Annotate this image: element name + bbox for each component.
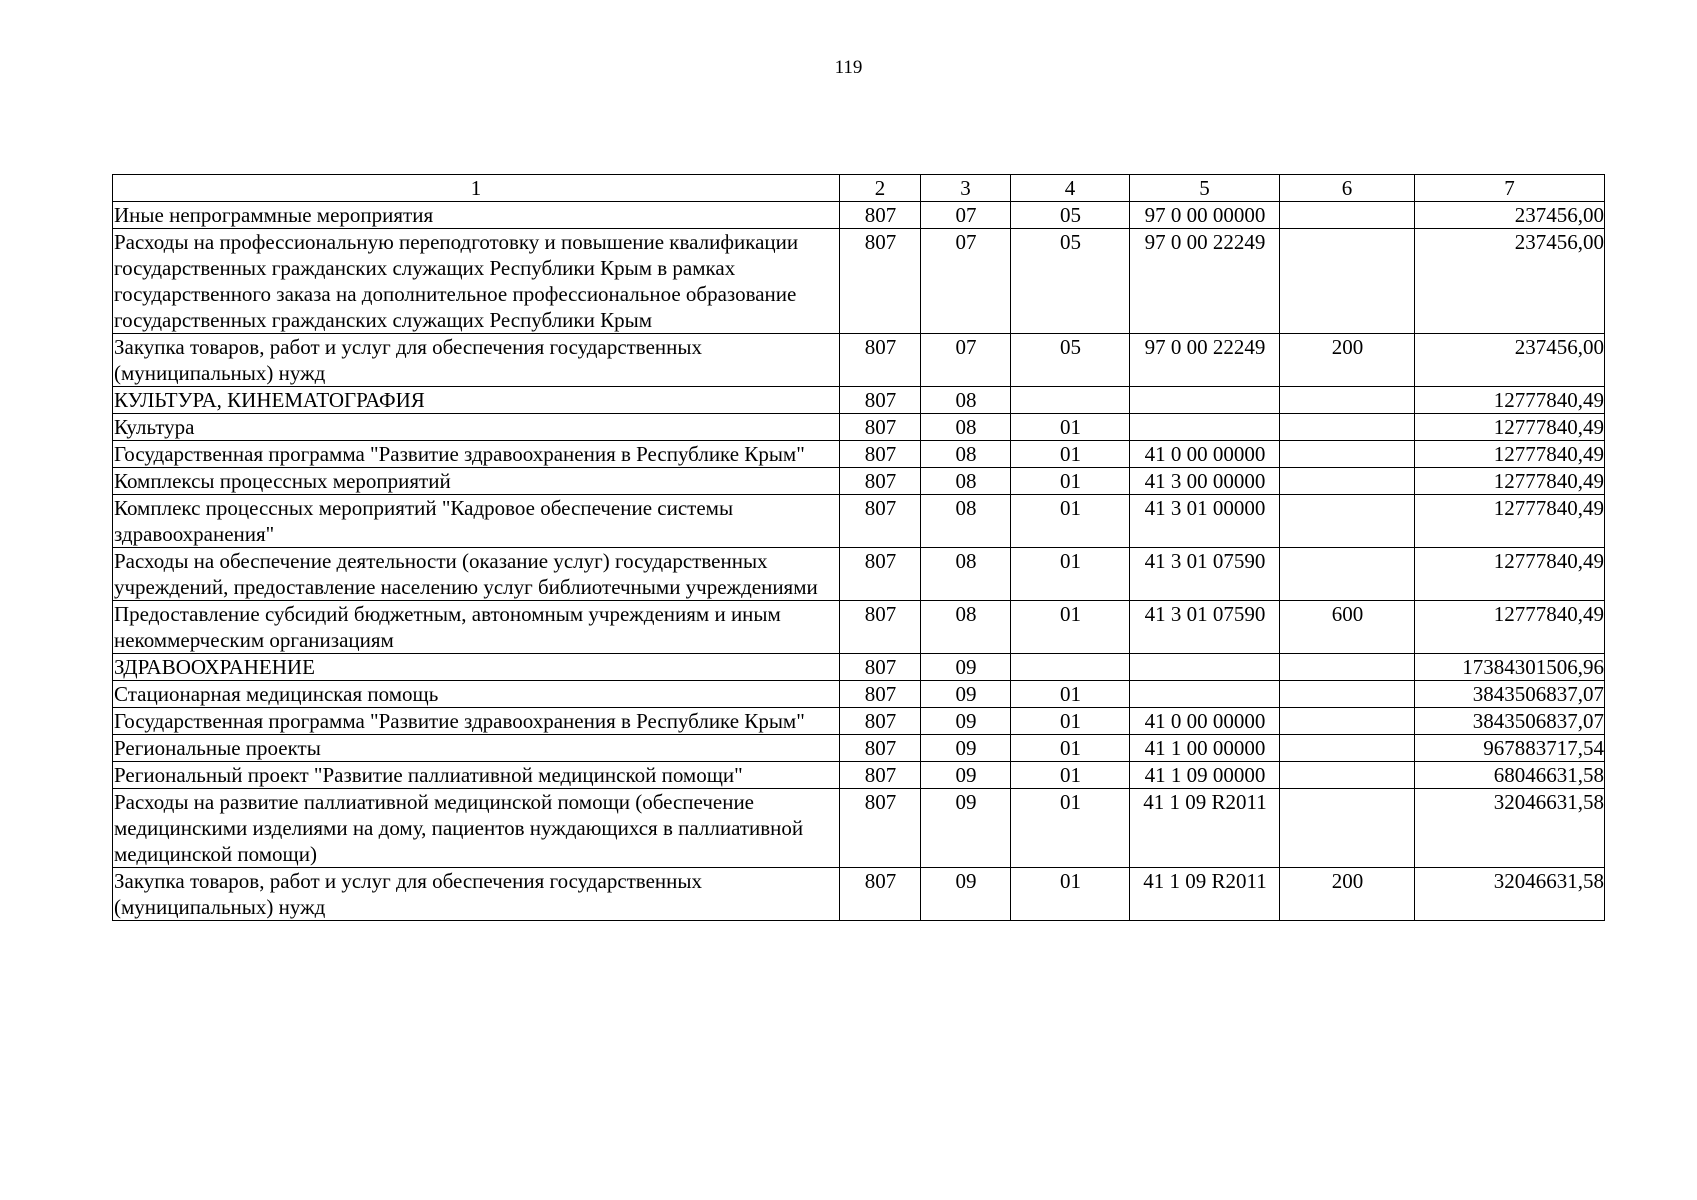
amount-cell: 3843506837,07 [1415,708,1605,735]
row-name-cell: Закупка товаров, работ и услуг для обеспечения государственных (муниципальных) нужд [113,334,840,387]
expense-type-cell [1280,468,1415,495]
admin-code-cell: 807 [840,229,921,334]
target-article-cell: 41 1 09 R2011 [1130,868,1280,921]
column-header: 5 [1130,175,1280,202]
amount-cell: 12777840,49 [1415,387,1605,414]
target-article-cell: 97 0 00 22249 [1130,334,1280,387]
expense-type-cell: 200 [1280,334,1415,387]
expense-type-cell [1280,708,1415,735]
target-article-cell: 41 1 00 00000 [1130,735,1280,762]
subsection-cell: 05 [1011,334,1130,387]
amount-cell: 237456,00 [1415,202,1605,229]
section-cell: 09 [921,762,1011,789]
expense-type-cell [1280,414,1415,441]
row-name-cell: Расходы на развитие паллиативной медицинской помощи (обеспечение медицинскими изделиями на дому, пациентов нуждающихся в паллиативной медицинской помощи) [113,789,840,868]
table-row [113,654,1605,681]
subsection-cell: 01 [1011,708,1130,735]
row-name-cell: ЗДРАВООХРАНЕНИЕ [113,654,840,681]
page-number: 119 [834,57,863,78]
table-row [113,334,1605,387]
target-article-cell [1130,681,1280,708]
subsection-cell: 01 [1011,789,1130,868]
table-body [113,202,1605,921]
admin-code-cell: 807 [840,495,921,548]
row-name-cell: Предоставление субсидий бюджетным, автономным учреждениям и иным некоммерческим организациям [113,601,840,654]
row-name-cell: Стационарная медицинская помощь [113,681,840,708]
admin-code-cell: 807 [840,334,921,387]
admin-code-cell: 807 [840,387,921,414]
subsection-cell: 01 [1011,414,1130,441]
amount-cell: 12777840,49 [1415,601,1605,654]
target-article-cell: 97 0 00 22249 [1130,229,1280,334]
row-name-cell: Закупка товаров, работ и услуг для обеспечения государственных (муниципальных) нужд [113,868,840,921]
row-name-cell: Иные непрограммные мероприятия [113,202,840,229]
amount-cell: 17384301506,96 [1415,654,1605,681]
expense-type-cell [1280,441,1415,468]
expense-type-cell: 200 [1280,868,1415,921]
table-row [113,229,1605,334]
row-name-cell: Государственная программа "Развитие здравоохранения в Республике Крым" [113,441,840,468]
target-article-cell: 41 0 00 00000 [1130,441,1280,468]
subsection-cell: 05 [1011,202,1130,229]
amount-cell: 68046631,58 [1415,762,1605,789]
admin-code-cell: 807 [840,789,921,868]
row-name-cell: Культура [113,414,840,441]
section-cell: 08 [921,468,1011,495]
expense-type-cell [1280,229,1415,334]
table-row [113,868,1605,921]
expense-type-cell [1280,548,1415,601]
admin-code-cell: 807 [840,681,921,708]
subsection-cell: 01 [1011,548,1130,601]
admin-code-cell: 807 [840,762,921,789]
admin-code-cell: 807 [840,548,921,601]
section-cell: 09 [921,789,1011,868]
row-name-cell: Государственная программа "Развитие здравоохранения в Республике Крым" [113,708,840,735]
column-header: 6 [1280,175,1415,202]
section-cell: 08 [921,601,1011,654]
expense-type-cell [1280,762,1415,789]
table-row [113,789,1605,868]
section-cell: 09 [921,654,1011,681]
row-name-cell: Расходы на обеспечение деятельности (оказание услуг) государственных учреждений, предоставление населению услуг библиотечными учреждениями [113,548,840,601]
table-row [113,762,1605,789]
row-name-cell: КУЛЬТУРА, КИНЕМАТОГРАФИЯ [113,387,840,414]
table-row [113,414,1605,441]
subsection-cell [1011,654,1130,681]
target-article-cell [1130,654,1280,681]
target-article-cell: 41 1 09 00000 [1130,762,1280,789]
column-header: 1 [113,175,840,202]
target-article-cell: 97 0 00 00000 [1130,202,1280,229]
target-article-cell [1130,414,1280,441]
column-header: 4 [1011,175,1130,202]
section-cell: 08 [921,387,1011,414]
amount-cell: 12777840,49 [1415,495,1605,548]
target-article-cell: 41 0 00 00000 [1130,708,1280,735]
table-row [113,601,1605,654]
row-name-cell: Комплексы процессных мероприятий [113,468,840,495]
table-row [113,708,1605,735]
amount-cell: 12777840,49 [1415,548,1605,601]
section-cell: 09 [921,681,1011,708]
amount-cell: 32046631,58 [1415,868,1605,921]
section-cell: 09 [921,708,1011,735]
column-header: 2 [840,175,921,202]
amount-cell: 237456,00 [1415,229,1605,334]
expense-type-cell [1280,654,1415,681]
expense-type-cell [1280,495,1415,548]
amount-cell: 12777840,49 [1415,468,1605,495]
subsection-cell: 01 [1011,468,1130,495]
row-name-cell: Региональные проекты [113,735,840,762]
admin-code-cell: 807 [840,868,921,921]
target-article-cell: 41 3 00 00000 [1130,468,1280,495]
expense-type-cell [1280,681,1415,708]
amount-cell: 12777840,49 [1415,414,1605,441]
section-cell: 08 [921,548,1011,601]
amount-cell: 237456,00 [1415,334,1605,387]
target-article-cell [1130,387,1280,414]
subsection-cell: 01 [1011,868,1130,921]
section-cell: 08 [921,441,1011,468]
section-cell: 09 [921,735,1011,762]
subsection-cell [1011,387,1130,414]
table-row [113,548,1605,601]
subsection-cell: 01 [1011,495,1130,548]
section-cell: 07 [921,202,1011,229]
section-cell: 07 [921,229,1011,334]
row-name-cell: Расходы на профессиональную переподготовку и повышение квалификации государственных гражданских служащих Республики Крым в рамках государственного заказа на дополнительное профессиональное образование государственных гражданских служащих Республики Крым [113,229,840,334]
table-row [113,441,1605,468]
admin-code-cell: 807 [840,654,921,681]
table-row [113,495,1605,548]
row-name-cell: Региональный проект "Развитие паллиативной медицинской помощи" [113,762,840,789]
subsection-cell: 01 [1011,681,1130,708]
column-header: 3 [921,175,1011,202]
section-cell: 07 [921,334,1011,387]
subsection-cell: 01 [1011,441,1130,468]
table-row [113,202,1605,229]
expense-type-cell [1280,202,1415,229]
amount-cell: 12777840,49 [1415,441,1605,468]
subsection-cell: 01 [1011,762,1130,789]
table-row [113,681,1605,708]
subsection-cell: 01 [1011,735,1130,762]
subsection-cell: 05 [1011,229,1130,334]
table-row [113,468,1605,495]
target-article-cell: 41 3 01 07590 [1130,548,1280,601]
table-row [113,387,1605,414]
expense-type-cell: 600 [1280,601,1415,654]
target-article-cell: 41 3 01 00000 [1130,495,1280,548]
budget-table [112,174,1605,921]
amount-cell: 3843506837,07 [1415,681,1605,708]
section-cell: 08 [921,495,1011,548]
amount-cell: 967883717,54 [1415,735,1605,762]
admin-code-cell: 807 [840,441,921,468]
expense-type-cell [1280,387,1415,414]
row-name-cell: Комплекс процессных мероприятий "Кадровое обеспечение системы здравоохранения" [113,495,840,548]
subsection-cell: 01 [1011,601,1130,654]
admin-code-cell: 807 [840,601,921,654]
admin-code-cell: 807 [840,414,921,441]
section-cell: 08 [921,414,1011,441]
target-article-cell: 41 3 01 07590 [1130,601,1280,654]
target-article-cell: 41 1 09 R2011 [1130,789,1280,868]
amount-cell: 32046631,58 [1415,789,1605,868]
expense-type-cell [1280,735,1415,762]
admin-code-cell: 807 [840,708,921,735]
section-cell: 09 [921,868,1011,921]
admin-code-cell: 807 [840,468,921,495]
table-header-row [113,175,1605,202]
expense-type-cell [1280,789,1415,868]
admin-code-cell: 807 [840,735,921,762]
column-header: 7 [1415,175,1605,202]
table-row [113,735,1605,762]
admin-code-cell: 807 [840,202,921,229]
